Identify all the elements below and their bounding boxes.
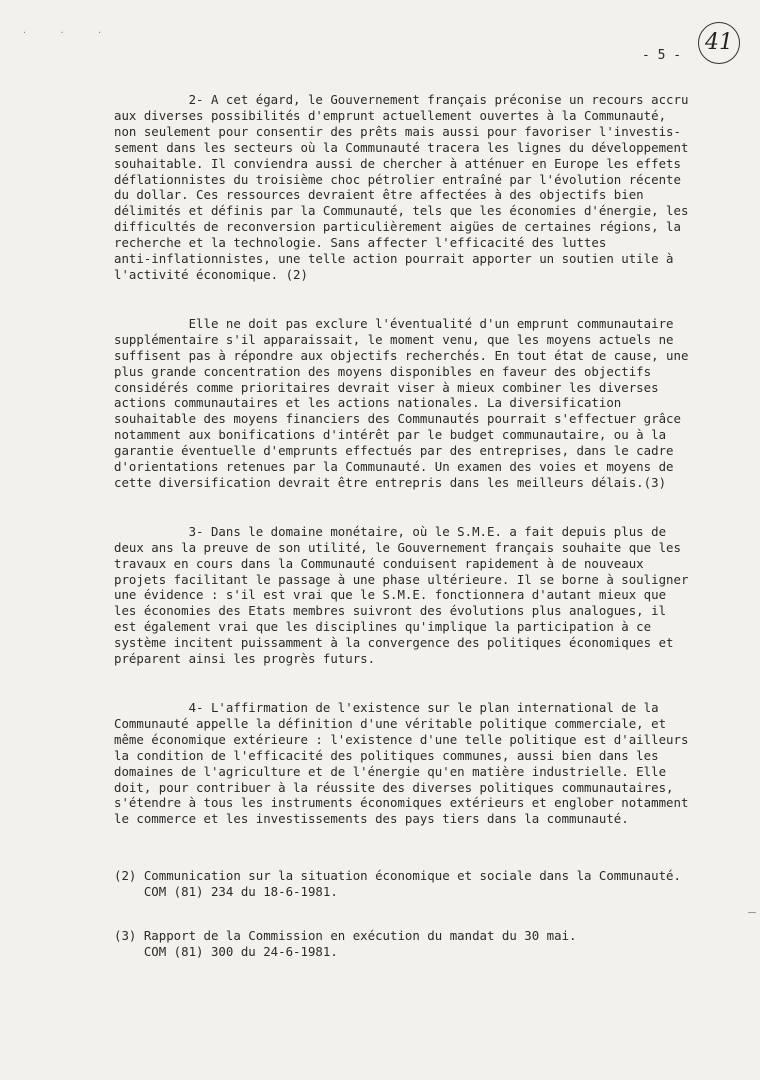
- footnotes: [114, 868, 714, 988]
- edge-mark: [748, 912, 756, 913]
- paragraph-2-loans: 2- A cet égard, le Gouvernement français préconise un recours accru aux diverses possibilités d'emprunt actuellement ouvertes à la Communauté, non seulement pour consentir des prêts mais aussi pour favoriser l'investis- sement dans les secteurs où la Communauté tracera les lignes du développement souhaitable. Il conviendra aussi de chercher à atténuer en Europe les effets déflationnistes du troisième choc pétrolier entraîné par l'évolution récente du dollar. Ces ressources devraient être affectées à des objectifs bien délimités et définis par la Communauté, tels que les économies d'énergie, les difficultés de reconversion particulièrement aigües de certaines régions, la recherche et la technologie. Sans affecter l'efficacité des luttes anti-inflationnistes, une telle action pourrait apporter un soutien utile à l'activité économique. (2): [114, 92, 689, 282]
- paragraph-community-loan: Elle ne doit pas exclure l'éventualité d'un emprunt communautaire supplémentaire s'il apparaissait, le moment venu, que les moyens actuels ne suffisent pas à répondre aux objectifs recherchés. En tout état de cause, une plus grande concentration des moyens disponibles en faveur des objectifs considérés comme prioritaires devrait viser à mieux combiner les diverses actions communautaires et les actions nationales. La diversification souhaitable des moyens financiers des Communautés pourrait s'effectuer grâce notamment aux bonifications d'intérêt par le budget communautaire, ou à la garantie éventuelle d'emprunts effectués par des entreprises, dans le cadre d'orientations retenues par la Communauté. Un examen des voies et moyens de cette diversification devrait être entrepris dans les meilleurs délais.(3): [114, 315, 689, 490]
- paragraph-3-monetary: 3- Dans le domaine monétaire, où le S.M.E. a fait depuis plus de deux ans la preuve de son utilité, le Gouvernement français souhaite que les travaux en cours dans la Communauté conduisent rapidement à de nouveaux projets facilitant le passage à une phase ultérieure. Il se borne à souligner une évidence : s'il est vrai que le S.M.E. fonctionnera d'autant mieux que les économies des Etats membres suivront des évolutions plus analogues, il est également vrai que les disciplines qu'implique la participation à ce système incitent puissamment à la convergence des politiques économiques et préparent ainsi les progrès futurs.: [114, 523, 689, 667]
- page-number: - 5 -: [642, 48, 682, 63]
- paragraph-4-external-policy: 4- L'affirmation de l'existence sur le plan international de la Communauté appelle la définition d'une véritable politique commerciale, et même économique extérieure : l'existence d'une telle politique est d'ailleurs la condition de l'efficacité des politiques communes, aussi bien dans les domaines de l'agriculture et de l'énergie qu'en matière industrielle. Elle doit, pour contribuer à la réussite des diverses politiques communautaires, s'étendre à tous les instruments économiques extérieurs et englober notamment le commerce et les investissements des pays tiers dans la communauté.: [114, 700, 689, 827]
- archive-stamp: 41: [698, 22, 740, 64]
- footnote-3: (3) Rapport de la Commission en exécution du mandat du 30 mai. COM (81) 300 du 24-6-1981.: [114, 927, 577, 959]
- body-text: [114, 92, 714, 860]
- footnote-2: (2) Communication sur la situation économique et sociale dans la Communauté. COM (81) 234 du 18-6-1981.: [114, 868, 681, 899]
- scan-specks: · · ·: [22, 28, 117, 37]
